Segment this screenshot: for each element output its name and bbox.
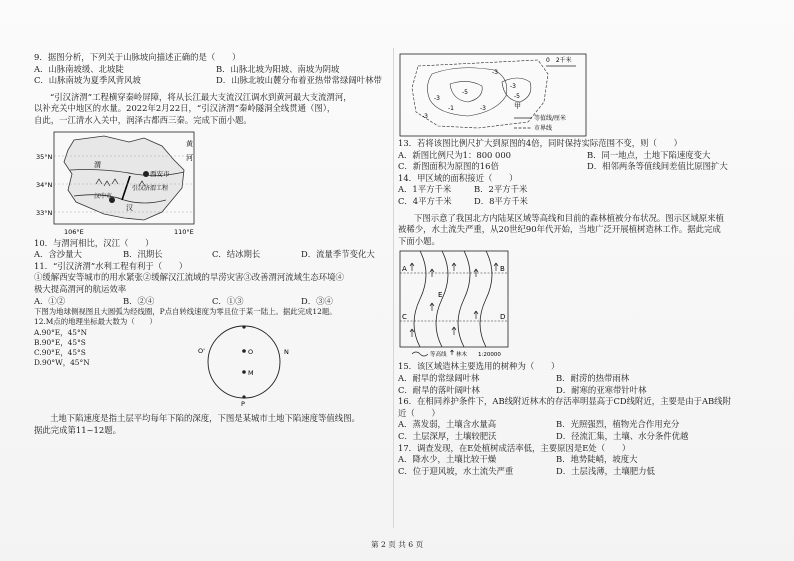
q17-option-d[interactable]: D．土层浅薄，土壤肥力低 [556,465,655,476]
q10-stem: 10．与渭河相比，汉江（ ） [34,237,154,248]
q13-option-d[interactable]: D．相邻两条等值线间差值比原图扩大 [587,161,728,172]
hanjiang-weihe-map [34,130,234,238]
q12-option-a[interactable]: A.90°E，45°N [34,327,88,337]
q13-stem: 13．若将该图比例尺扩大到原图的4倍，同时保持实际范围不变，则（ ） [398,138,682,148]
q15-option-a[interactable]: A．耐旱的常绿阔叶林 [398,372,480,383]
q11-line2: 极大提高渭河的航运效率 [34,283,127,294]
legend-forest: 林木 [456,352,468,359]
contour-label-5: -3 [422,113,428,120]
q10-option-a[interactable]: A．含沙量大 [34,249,82,260]
point-a: A [402,265,407,274]
q14-option-b[interactable]: B．2平方千米 [474,184,528,195]
q16-stem-2: 近（ ） [398,407,440,418]
q12-text [34,317,157,368]
q11-options [34,296,390,308]
q12-stem: 12.M点的地理坐标最大数为（ ） [34,317,157,327]
q9-stem: 9．据图分析，下列关于山脉坡向描述正确的是（ ） [34,52,241,62]
q16-option-b[interactable]: B．光照强烈，植物光合作用充分 [556,419,680,430]
q13-option-b[interactable]: B．同一地点，土地下陷速度变大 [587,149,711,160]
q10-option-c[interactable]: C．结冰期长 [212,249,261,260]
q14-stem: 14．甲区域的面积接近（ ） [398,172,518,183]
globe-diagram [194,317,294,407]
q17-option-a[interactable]: A．降水少，土壤比较干燥 [398,454,497,465]
passage2-line1: 下图为地球侧视图且大圆弧为经线圈，P点自转线速度为零且位于某一陆上。据此完成12题。 [34,307,337,317]
q16-option-a[interactable]: A．蒸发弱，土壤含水量高 [398,419,497,430]
q15-option-d[interactable]: D．耐寒的亚寒带针叶林 [556,384,647,395]
project-label: 引汉济渭工程 [132,184,169,192]
left-column [34,52,390,437]
globe-o: O [248,348,254,357]
q10-options [34,249,390,261]
q11-option-a[interactable]: A．①② [34,295,66,306]
legend-contour: 等值线/厘米 [534,115,567,122]
q16-option-d[interactable]: D．径流汇集，土壤、水分条件优越 [556,430,689,441]
column-divider [393,48,394,528]
q14-options [398,184,768,207]
q13-options [398,150,768,173]
q14-option-d[interactable]: D．8平方千米 [474,195,528,206]
q10-option-b[interactable]: B．汛期长 [123,249,163,260]
lat-33: 33°N [36,208,53,217]
q15-options [398,373,768,396]
area-jia-label: 甲 [514,102,521,110]
q13-option-a[interactable]: A．新图比例尺为1：800 000 [398,149,512,160]
contour-label-3: -5 [462,89,468,96]
contour-label-4: -3 [510,83,516,90]
passage4-line1: 下图示意了我国北方内陆某区域等高线和目前的森林植被分布状况。图示区域原来植 [414,212,724,223]
q15-option-c[interactable]: C．耐旱的落叶阔叶林 [398,384,480,395]
q9-option-a[interactable]: A．山脉南坡缓、北坡陡 [34,63,124,74]
contour-label-1: -3 [434,95,440,102]
lat-34: 34°N [36,180,53,189]
forest-scale: 1:20000 [478,352,501,359]
q16-options [398,419,768,442]
q9-option-c[interactable]: C．山脉南坡为夏季风背风坡 [34,75,141,86]
q9-options [34,64,390,87]
contour-label-2: -3 [492,69,498,76]
q11-line1: ①缓解西安等城市的用水紧张②缓解汉江流域的旱涝灾害③改善渭河流域生态环境④ [34,272,344,283]
q11-option-d[interactable]: D．③④ [301,295,333,306]
q14-option-a[interactable]: A．1平方千米 [398,184,452,195]
q16-stem: 16．在相同养护条件下，AB线附近林木的存活率明显高于CD线附近，主要是由于AB线附 [398,396,731,407]
point-e: E [438,291,443,300]
point-c: C [402,313,407,322]
point-b: B [500,265,505,274]
passage1-line2: 以补充关中地区的水量。2022年2月22日，“引汉济渭”秦岭隧洞全线贯通（图）， [34,103,336,114]
point-d: D [500,313,506,322]
globe-p: P [241,400,245,408]
page-number-footer: 第 2 页 共 6 页 [370,540,424,549]
city-hanzhong-label: 汉中市 [94,192,113,200]
passage1-line3: 自此，一江清水入关中，润泽古都西三秦。完成下面小题。 [34,114,252,125]
q17-options [398,454,768,477]
lon-110: 110°E [174,227,194,236]
q11-stem: 11．“引汉济渭”水利工程有利于（ ） [34,260,188,271]
river-huang-label: 黄 [186,139,193,148]
globe-n: N [284,348,289,357]
q12-option-b[interactable]: B.90°E，45°S [34,337,86,347]
q12-option-c[interactable]: C.90°E，45°S [34,347,86,357]
q14-option-c[interactable]: C．4平方千米 [398,195,452,206]
passage1-line1: “引汉济渭”工程横穿秦岭屏障，将从长江最大支流汉江调水到黄河最大支流渭河， [50,91,352,102]
q12-option-d[interactable]: D.90°W，45°N [34,358,90,368]
q13-option-c[interactable]: C．新图面积为原图的16倍 [398,161,499,172]
legend-contour: 等高线 [430,352,447,359]
forest-contour-map [398,249,510,359]
q9-option-d[interactable]: D．山脉北坡山麓分布着亚热带常绿阔叶林带 [216,75,382,86]
contour-label-8: -3 [480,105,486,112]
right-column [398,52,768,477]
q15-stem: 15．该区域造林主要选用的树种为（ ） [398,361,560,372]
globe-m: M [248,369,254,378]
lon-106: 106°E [64,227,84,236]
q11-option-c[interactable]: C．①③ [212,295,244,306]
contour-scale: 0 2千米 [546,57,572,64]
city-xian-label: 西安市 [150,169,170,178]
contour-label-7: -1 [448,105,454,112]
q9-option-b[interactable]: B．山脉北坡为阳坡、南坡为阴坡 [216,63,340,74]
river-wei-label: 渭 [94,160,101,169]
q15-option-b[interactable]: B．耐涝的热带雨林 [556,372,630,383]
contour-label-6: -5 [514,93,520,100]
q10-option-d[interactable]: D．流量季节变化大 [301,249,375,260]
q17-option-c[interactable]: C．位于迎风坡，水土流失严重 [398,465,514,476]
passage4-line3: 下面小题。 [398,235,440,246]
subsidence-contour-map [398,52,588,138]
river-he-label: 河 [186,153,193,162]
passage3-line2: 据此完成第11~12题。 [34,424,121,435]
q17-stem: 17．调查发现，在E处植树成活率低，主要原因是E处（ ） [398,442,631,453]
q16-option-c[interactable]: C．土层深厚，土壤较肥沃 [398,430,497,441]
passage3-line1: 土地下陷速度是指土层平均每年下陷的深度，下图是某城市土地下陷速度等值线图。 [50,413,360,424]
lat-35: 35°N [36,152,53,161]
q17-option-b[interactable]: B．地势陡峭，坡度大 [556,454,638,465]
globe-o-prime: O' [198,347,205,356]
legend-boundary: 市界线 [534,125,553,132]
q11-option-b[interactable]: B．②④ [123,295,155,306]
passage4-line2: 被稀少，水土流失严重，从20世纪90年代开始，当地广泛开展植树造林工作。据此完成 [398,224,721,235]
q12-block [34,317,390,407]
river-han-label: 汉 [126,203,133,212]
